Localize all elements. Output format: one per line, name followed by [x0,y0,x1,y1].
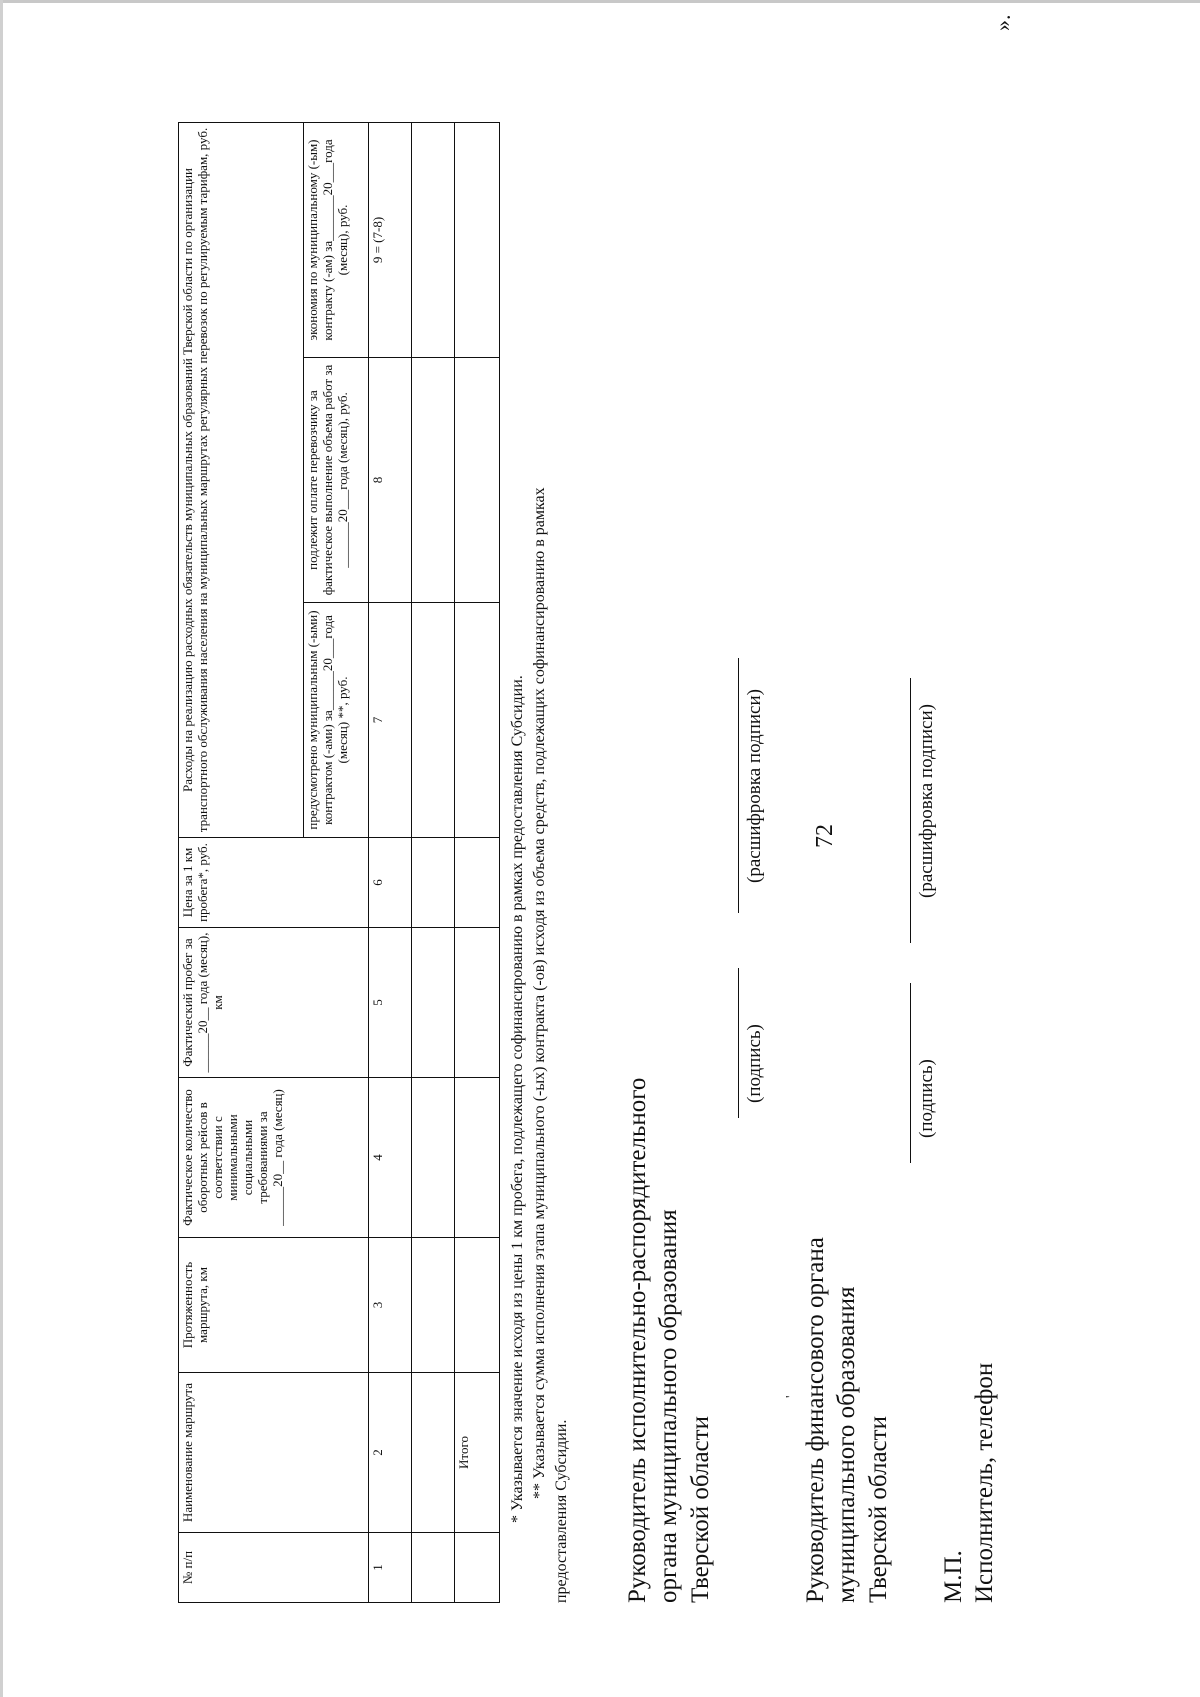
table-cell [412,603,455,838]
signatory-title-line: Тверской области [864,1416,892,1603]
table-cell [455,1238,500,1373]
table-total-row [455,122,500,1602]
executor-phone-label: Исполнитель, телефон [971,1362,999,1603]
footnote-2: ** Указывается сумма исполнения этапа муниципального (-ых) контракта (-ов) исходя из объема средств, подлежащих софинансированию в рамках [531,487,548,1499]
decode-caption: (расшифровка подписи) [916,704,937,898]
column-number: 6 [369,838,412,928]
header-actual-mileage: Фактический пробег за ______20__ года (месяц), км [179,928,369,1078]
signature-caption: (подпись) [916,1059,937,1138]
subsidy-report-table [178,122,500,1603]
table-cell [412,358,455,603]
header-contract-planned: предусмотрено муниципальным (-ыми) контрактом (-ами) за______20___года (месяц) **, руб. [304,603,369,838]
signatory-title-line: Тверской области [686,1416,714,1603]
table-cell [455,603,500,838]
signature-line [910,983,911,1163]
table-cell [455,122,500,357]
scan-edge-top [0,0,1200,3]
decode-caption: (расшифровка подписи) [744,689,765,883]
stray-mark: ' [784,1395,799,1398]
column-number: 2 [369,1373,412,1533]
closing-quote: ». [990,14,1015,31]
table-cell [412,1533,455,1603]
header-savings: экономия по муниципальному (-ым) контракту (-ам) за_______20___года (месяц), руб. [304,122,369,357]
table-cell [412,1238,455,1373]
signatory-title-line: органа муниципального образования [655,1209,683,1603]
stamp-place-label: М.П. [940,1550,967,1603]
header-trips-count: Фактическое количество оборотных рейсов в соответствии с минимальными социальными требованиями за ______20__ года (месяц) [179,1078,369,1238]
column-number: 9 = (7-8) [369,122,412,357]
header-payable: подлежит оплате перевозчику за фактическое выполнение объема работ за _______20___года (месяц), руб. [304,358,369,603]
table-row [412,122,455,1602]
decode-line [910,678,911,943]
column-number: 1 [369,1533,412,1603]
table-cell [455,838,500,928]
table-cell [412,838,455,928]
table-cell [455,928,500,1078]
footnote-2-continuation: предоставления Субсидии. [553,1419,570,1603]
header-route-name: Наименование маршрута [179,1373,369,1533]
column-number: 3 [369,1238,412,1373]
signature-caption: (подпись) [744,1024,765,1103]
stamp-and-executor-block [938,1363,1001,1603]
signature-block-executive-head [622,1078,716,1603]
column-number: 7 [369,603,412,838]
signatory-title-line: Руководитель финансового органа [802,1237,829,1603]
header-expenses-group: Расходы на реализацию расходных обязательств муниципальных образований Тверской области по организации транспортного обслуживания населения на муниципальных маршрутах регулярных перевозок по регулируемым тарифам, руб. [179,122,304,837]
footnote-1: * Указывается значение исходя из цены 1 км пробега, подлежащего софинансированию в рамках предоставления Субсидии. [509,675,526,1523]
decode-line [738,658,739,913]
table-cell [455,1533,500,1603]
signature-line [738,968,739,1118]
table-column-numbers-row [369,122,412,1602]
table-header-row [179,122,304,1602]
scan-edge-left [0,0,3,1697]
table-cell [412,1078,455,1238]
table-cell [455,1078,500,1238]
header-number: № п/п [179,1533,369,1603]
table-cell [412,928,455,1078]
rotated-document-content [178,14,1178,1603]
column-number: 4 [369,1078,412,1238]
signature-block-finance-head [800,1237,894,1603]
page-number: 72 [812,824,838,848]
column-number: 5 [369,928,412,1078]
total-label: Итого [455,1373,500,1533]
table-cell [412,1373,455,1533]
header-route-length: Протяженность маршрута, км [179,1238,369,1373]
table-cell [455,358,500,603]
header-price-per-km: Цена за 1 км пробега*, руб. [179,838,369,928]
table-cell [412,122,455,357]
signatory-title-line: Руководитель исполнительно-распорядительного [624,1077,651,1603]
signatory-title-line: муниципального образования [833,1286,861,1603]
column-number: 8 [369,358,412,603]
